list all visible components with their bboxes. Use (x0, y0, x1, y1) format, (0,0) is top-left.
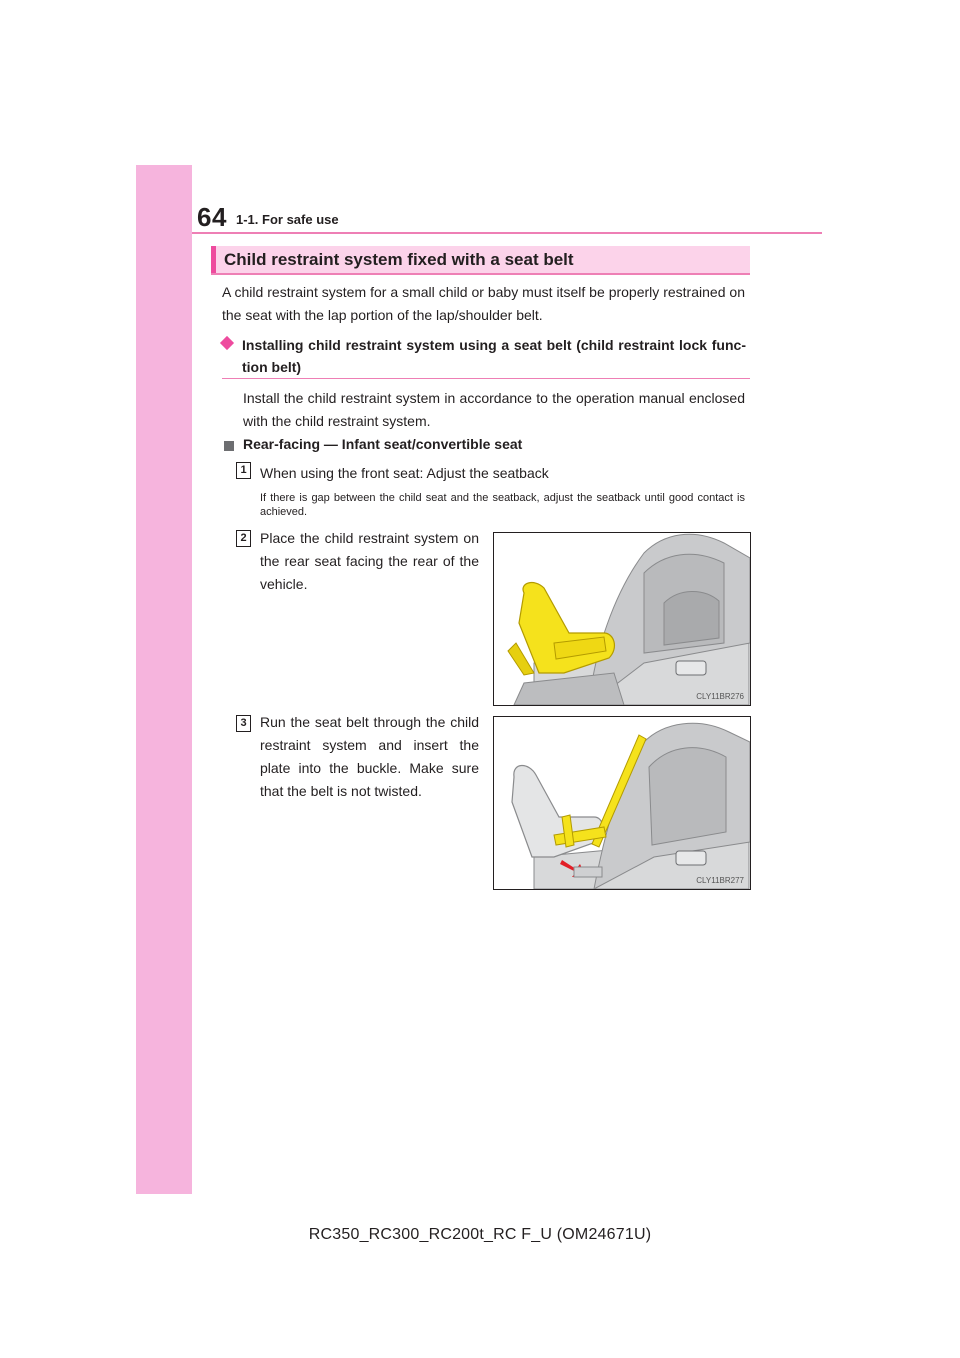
section-title: 1-1. For safe use (236, 212, 339, 227)
step-1-note: If there is gap between the child seat and the seatback, adjust the seatback until good contact is achieved. (260, 492, 745, 518)
step-3-text: Run the seat belt through the child restraint system and insert the plate into the buckle. Make sure that the belt is not twisted. (260, 714, 479, 799)
header-rule (192, 232, 822, 234)
heading-accent-bar (211, 246, 216, 273)
step-1-text: When using the front seat: Adjust the seatback (260, 465, 549, 481)
install-paragraph: Install the child restraint system in accordance to the operation manual enclosed with the child restraint system. (243, 390, 745, 429)
intro-paragraph: A child restraint system for a small child or baby must itself be properly restrained on the seat with the lap portion of the lap/shoulder belt. (222, 284, 745, 323)
step-2-text: Place the child restraint system on the rear seat facing the rear of the vehicle. (260, 530, 479, 592)
figure-seat-belt-routing (493, 716, 751, 890)
section-heading-box (211, 246, 750, 275)
square-bullet-icon (224, 441, 234, 451)
page-number: 64 (197, 202, 227, 232)
seat-belt-illustration (494, 717, 750, 889)
rear-facing-heading: Rear-facing — Infant seat/convertible seat (243, 436, 523, 452)
diamond-bullet-icon (220, 336, 234, 350)
figure-child-seat-placement (493, 532, 751, 706)
figure-code-276: CLY11BR276 (696, 692, 744, 701)
rear-seat-illustration (494, 533, 750, 705)
step-number-3: 3 (236, 715, 251, 732)
figure-code-277: CLY11BR277 (696, 876, 744, 885)
footer-model-code: RC350_RC300_RC200t_RC F_U (OM24671U) (308, 1226, 652, 1243)
section-heading: Child restraint system fixed with a seat belt (224, 250, 574, 269)
subheading-text: Installing child restraint system using a seat belt (child restraint lock func-tion belt) (242, 337, 746, 375)
step-number-1: 1 (236, 462, 251, 479)
subheading-block (222, 334, 750, 379)
side-tab-bar (136, 165, 192, 1194)
step-number-2: 2 (236, 530, 251, 547)
